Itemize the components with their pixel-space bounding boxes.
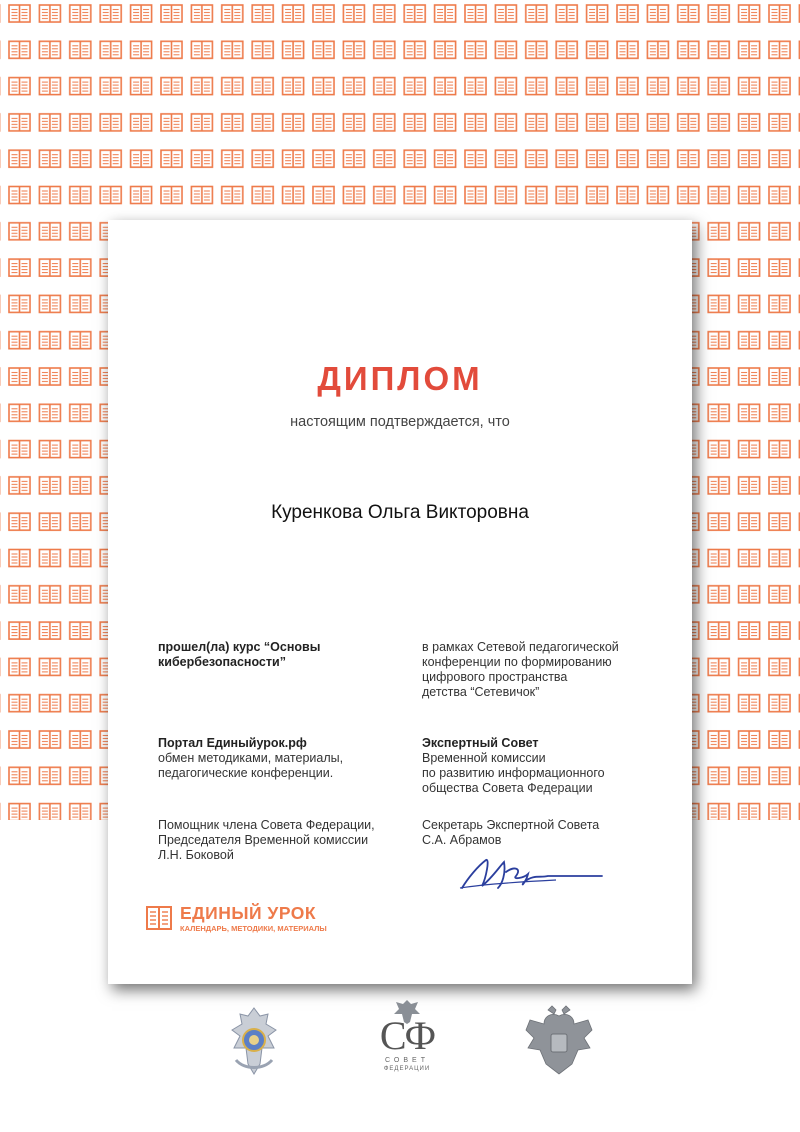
logo-name: ЕДИНЫЙ УРОК [180,903,317,923]
diploma-subtitle: настоящим подтверждается, что [290,414,510,430]
course-block [158,640,398,670]
secretary-block [422,818,672,848]
ministry-emblem-icon [224,1004,284,1080]
logo-tagline: КАЛЕНДАРЬ, МЕТОДИКИ, МАТЕРИАЛЫ [180,924,327,933]
portal-desc-line-1: обмен методиками, материалы, [158,751,344,765]
council-desc-line-3: общества Совета Федерации [422,781,593,795]
assistant-block [158,818,398,863]
context-line-1: в рамках Сетевой педагогической [422,640,619,654]
sf-monogram: СФ [379,1013,435,1058]
context-line-2: конференции по формированию [422,655,612,669]
federation-council-logo [362,996,452,1084]
portal-block [158,736,398,781]
diploma-title: ДИПЛОМ [317,360,483,397]
diploma-sheet [108,220,692,984]
secretary-line-2: С.А. Абрамов [422,833,502,847]
assistant-line-1: Помощник члена Совета Федерации, [158,818,375,832]
context-block [422,640,672,700]
council-desc-line-1: Временной комиссии [422,751,546,765]
council-name: Экспертный Совет [422,736,539,750]
sf-caption-line-1: СОВЕТ [385,1057,429,1064]
edinyi-urok-logo [146,903,346,937]
book-icon [146,905,172,933]
secretary-line-1: Секретарь Экспертной Совета [422,818,600,832]
recipient-name: Куренкова Ольга Викторовна [271,502,529,523]
double-headed-eagle-icon [522,1004,596,1078]
sf-caption-line-2: ФЕДЕРАЦИИ [383,1066,431,1072]
portal-desc-line-2: педагогические конференции. [158,766,334,780]
council-block [422,736,672,796]
assistant-line-2: Председателя Временной комиссии [158,833,369,847]
context-line-3: цифрового пространства [422,670,568,684]
context-line-4: детства “Сетевичок” [422,685,540,699]
course-line-1: прошел(ла) курс “Основы [158,640,321,654]
portal-name: Портал Единыйурок.рф [158,736,307,750]
signature [456,848,606,900]
assistant-line-3: Л.Н. Боковой [158,848,234,862]
council-desc-line-2: по развитию информационного [422,766,605,780]
course-line-2: кибербезопасности” [158,655,286,669]
